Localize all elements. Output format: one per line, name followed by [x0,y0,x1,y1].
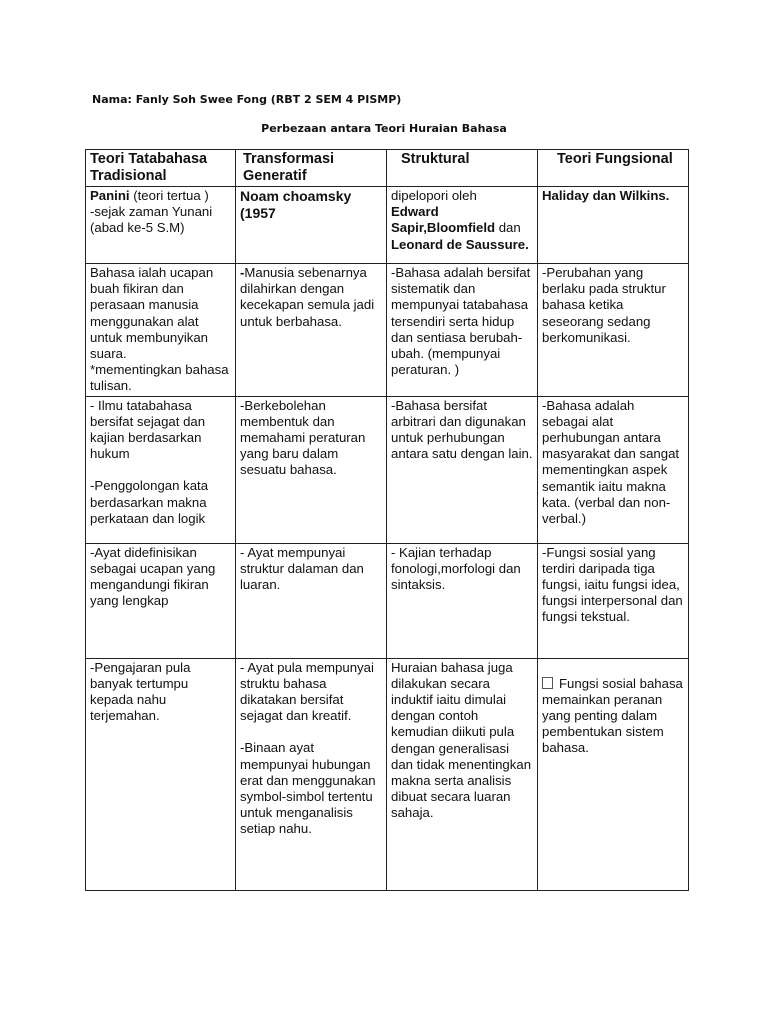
cell-text: -Bahasa adalah sebagai alat perhubungan antara masyarakat dan sangat mementingkan aspek semantik iaitu makna kata. (verbal dan non-verbal.) [542,397,680,527]
cell-text: dan [495,220,521,236]
cell-text: Huraian bahasa juga dilakukan secara induktif iaitu dimulai dengan contoh kemudian diikuti pula dengan generalisasi dan tidak menentingkan makna serta analisis dibuat secara luaran sahaja. [391,659,532,821]
cell-text: Edward Sapir,Bloomfield [391,204,496,236]
table-cell [387,264,538,397]
cell-text: -Ayat didefinisikan sebagai ucapan yang mengandungi fikiran yang lengkap [90,544,216,609]
panini-label: Panini [90,188,130,203]
cell-text: - Ilmu tatabahasa bersifat sejagat dan kajian berdasarkan hukum [90,397,206,462]
header-transformasi-generatif: Transformasi Generatif [236,150,387,187]
table-row [86,264,689,397]
table-row [86,658,689,890]
empty-box-icon [542,677,553,689]
cell-text: -Bahasa adalah bersifat sistematik dan mempunyai tatabahasa tersendiri serta hidup dan sentiasa berubah-ubah. (mempunyai peraturan. ) [391,265,531,378]
cell-text: -Perubahan yang berlaku pada struktur bahasa ketika seseorang sedang berkomunikasi. [542,265,666,345]
table-row [86,543,689,658]
table-cell [236,396,387,543]
cell-text: - [240,265,245,280]
table-cell [538,658,689,890]
table-row [86,396,689,543]
table-cell [236,187,387,264]
table-cell [236,264,387,397]
table-cell [387,543,538,658]
document-title: Perbezaan antara Teori Huraian Bahasa [261,122,507,135]
table-cell [538,396,689,543]
table-cell [86,543,236,658]
cell-text: Noam choamsky (1957 [240,188,352,222]
table-cell [236,658,387,890]
cell-text: -Berkebolehan membentuk dan memahami peraturan yang baru dalam sesuatu bahasa. [240,397,366,478]
cell-text: -Fungsi sosial yang terdiri daripada tiga fungsi, iaitu fungsi idea, fungsi interpersonal dan fungsi tekstual. [542,544,683,625]
cell-text: -Bahasa bersifat arbitrari dan digunakan untuk perhubungan antara satu dengan lain. [391,397,533,462]
table-cell [86,187,236,264]
table-cell [538,187,689,264]
header-fungsional: Teori Fungsional [538,150,689,187]
cell-text: -Binaan ayat mempunyai hubungan erat dan menggunakan symbol-simbol tertentu untuk menganalisis setiap nahu. [240,740,376,837]
table-row [86,187,689,264]
table-cell [387,658,538,890]
table-cell [538,543,689,658]
header-tradisional: Teori Tatabahasa Tradisional [86,150,236,187]
header-struktural: Struktural [387,150,538,187]
cell-text: (teori tertua ) -sejak zaman Yunani (abad ke-5 S.M) [90,188,213,236]
table-cell [538,264,689,397]
cell-text: Leonard de Saussure. [391,236,529,252]
cell-text: Manusia sebenarnya dilahirkan dengan kecekapan semula jadi untuk berbahasa. [240,265,375,329]
table-cell [86,396,236,543]
cell-text: - Kajian terhadap fonologi,morfologi dan sintaksis. [391,544,521,593]
table-cell [387,396,538,543]
cell-text: -Penggolongan kata berdasarkan makna perkataan dan logik [90,478,209,526]
comparison-table [85,149,689,891]
cell-text: - Ayat mempunyai struktur dalaman dan luaran. [240,544,364,593]
cell-text: Haliday dan Wilkins. [542,188,670,203]
cell-text: - Ayat pula mempunyai struktu bahasa dikatakan bersifat sejagat dan kreatif. [240,659,374,724]
table-cell [86,264,236,397]
table-cell [86,658,236,890]
cell-text: Bahasa ialah ucapan buah fikiran dan perasaan manusia menggunakan alat untuk membunyikan suara. *mementingkan bahasa tulisan. [90,265,229,394]
table-header-row [86,150,689,187]
cell-text: dipelopori oleh [391,188,477,203]
cell-text: Fungsi sosial bahasa memainkan peranan yang penting dalam pembentukan sistem bahasa. [542,675,683,756]
author-name-line: Nama: Fanly Soh Swee Fong (RBT 2 SEM 4 PISMP) [92,93,402,106]
table-cell [387,187,538,264]
cell-text: -Pengajaran pula banyak tertumpu kepada nahu terjemahan. [90,659,191,724]
table-cell [236,543,387,658]
